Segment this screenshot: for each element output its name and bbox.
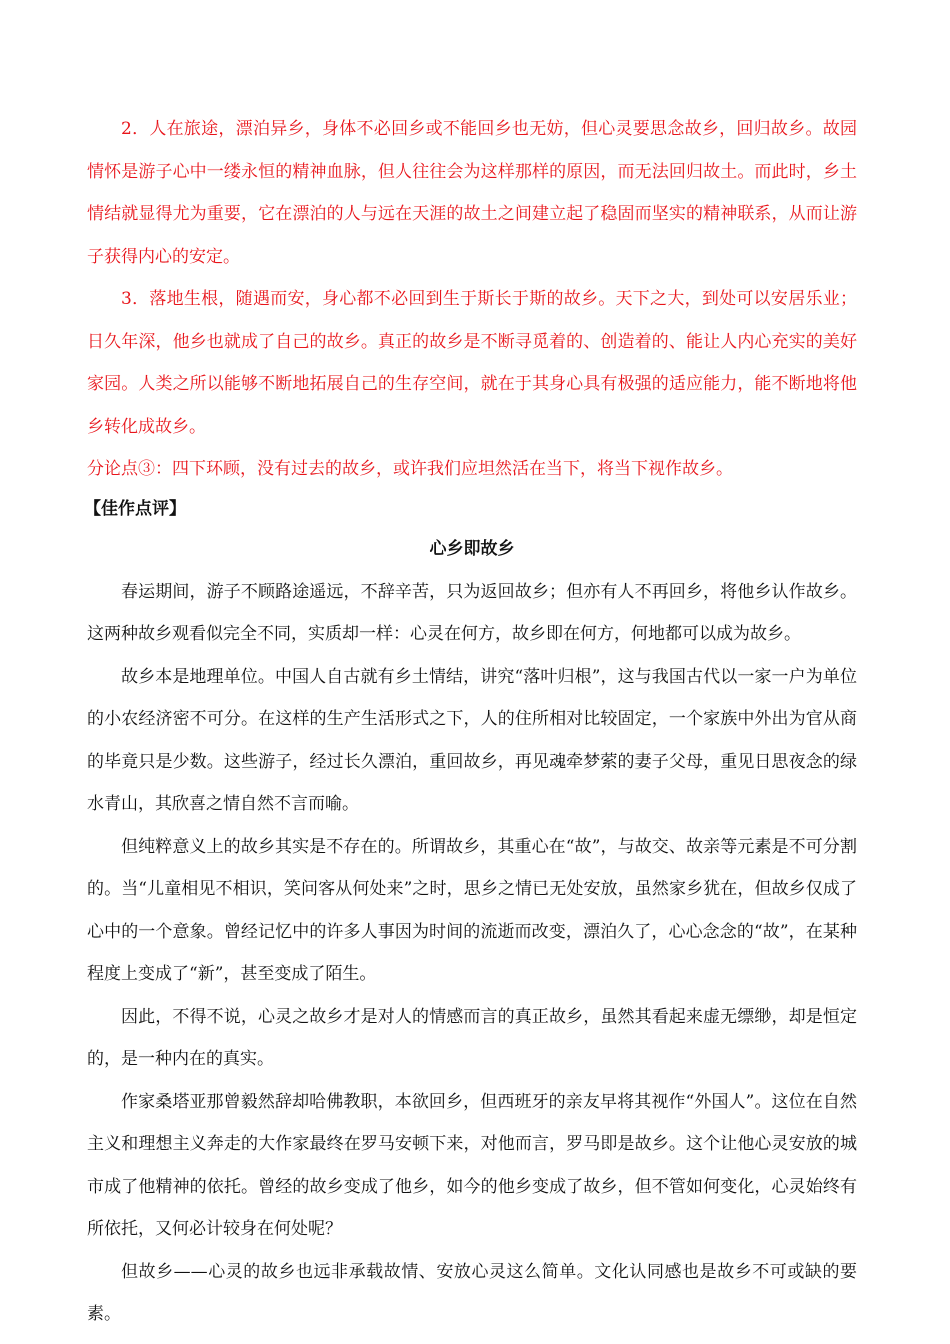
sub-argument-3: 分论点③：四下环顾，没有过去的故乡，或许我们应坦然活在当下，将当下视作故乡。 — [87, 459, 733, 479]
essay-paragraph: 但故乡——心灵的故乡也远非承载故情、安放心灵这么简单。文化认同感也是故乡不可或缺的要素。 — [87, 1261, 857, 1324]
essay-paragraph: 因此，不得不说，心灵之故乡才是对人的情感而言的真正故乡，虽然其看起来虚无缥缈，却是恒定的，是一种内在的真实。 — [87, 1006, 857, 1069]
essay-paragraph: 但纯粹意义上的故乡其实是不存在的。所谓故乡，其重心在“故”，与故交、故亲等元素是不可分割的。当“儿童相见不相识，笑问客从何处来”之时，思乡之情已无处安放，虽然家乡犹在，但故乡仅成了心中的一个意象。曾经记忆中的许多人事因为时间的流逝而改变，漂泊久了，心心念念的“故”，在某种程度上变成了“新”，甚至变成了陌生。 — [87, 836, 857, 984]
essay-paragraph: 故乡本是地理单位。中国人自古就有乡土情结，讲究“落叶归根”，这与我国古代以一家一户为单位的小农经济密不可分。在这样的生产生活形式之下，人的住所相对比较固定，一个家族中外出为官从商的毕竟只是少数。这些游子，经过长久漂泊，重回故乡，再见魂牵梦萦的妻子父母，重见日思夜念的绿水青山，其欣喜之情自然不言而喻。 — [87, 666, 857, 814]
red-paragraph-3: 3．落地生根，随遇而安，身心都不必回到生于斯长于斯的故乡。天下之大，到处可以安居乐业；日久年深，他乡也就成了自己的故乡。真正的故乡是不断寻觅着的、创造着的、能让人内心充实的美好家园。人类之所以能够不断地拓展自己的生存空间，就在于其身心具有极强的适应能力，能不断地将他乡转化成故乡。 — [87, 289, 857, 437]
section-label: 【佳作点评】 — [84, 498, 186, 519]
essay-paragraph: 作家桑塔亚那曾毅然辞却哈佛教职，本欲回乡，但西班牙的亲友早将其视作“外国人”。这位在自然主义和理想主义奔走的大作家最终在罗马安顿下来，对他而言，罗马即是故乡。这个让他心灵安放的城市成了他精神的依托。曾经的故乡变成了他乡，如今的他乡变成了故乡，但不管如何变化，心灵始终有所依托，又何必计较身在何处呢？ — [87, 1091, 857, 1239]
essay-paragraph: 春运期间，游子不顾路途遥远，不辞辛苦，只为返回故乡；但亦有人不再回乡，将他乡认作故乡。这两种故乡观看似完全不同，实质却一样：心灵在何方，故乡即在何方，何地都可以成为故乡。 — [87, 581, 857, 644]
essay-title: 心乡即故乡 — [429, 538, 515, 559]
red-paragraph-2: 2．人在旅途，漂泊异乡，身体不必回乡或不能回乡也无妨，但心灵要思念故乡，回归故乡。故园情怀是游子心中一缕永恒的精神血脉，但人往往会为这样那样的原因，而无法回归故土。而此时，乡土情结就显得尤为重要，它在漂泊的人与远在天涯的故土之间建立起了稳固而坚实的精神联系，从而让游子获得内心的安定。 — [87, 119, 857, 267]
document-content — [84, 108, 857, 1336]
